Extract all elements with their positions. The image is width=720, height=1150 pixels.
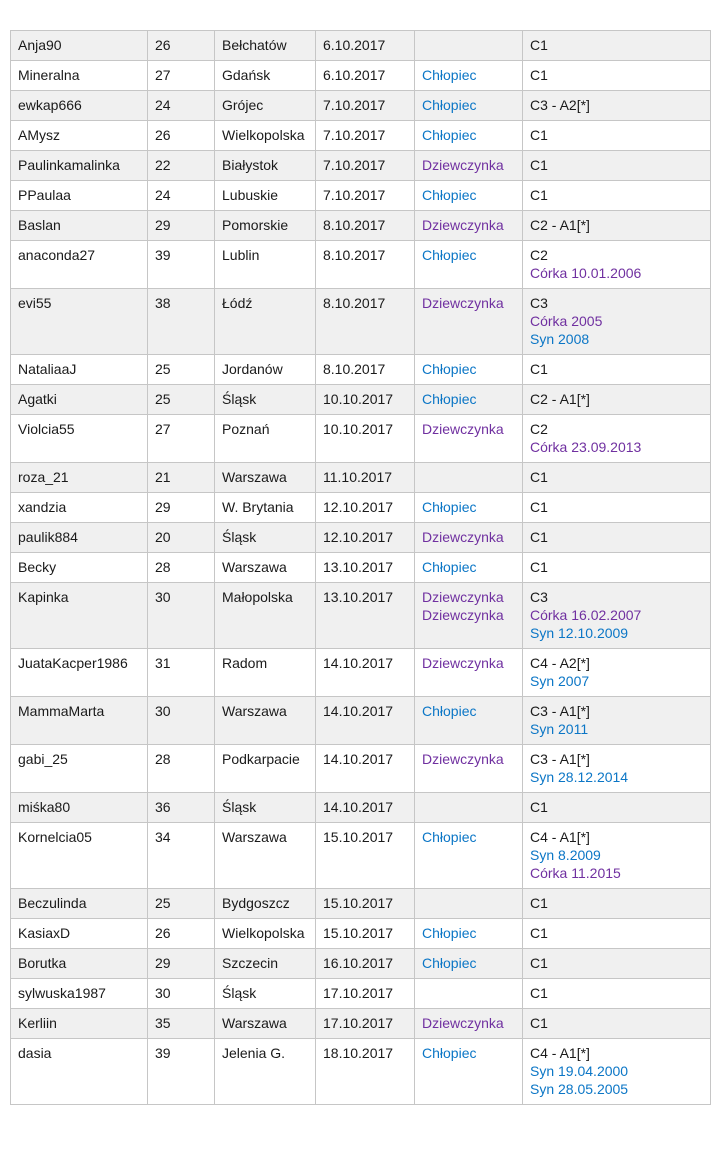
cell-date: 16.10.2017	[316, 949, 415, 979]
cell-username: KasiaxD	[11, 919, 148, 949]
gender-label: Dziewczynka	[422, 157, 504, 173]
cell-gender	[415, 493, 523, 523]
table-row	[11, 745, 711, 793]
table-row	[11, 919, 711, 949]
code-label: C1	[530, 157, 548, 173]
cell-age: 25	[148, 889, 215, 919]
cell-city: Jelenia G.	[215, 1039, 316, 1105]
code-label: C1	[530, 187, 548, 203]
gender-label: Dziewczynka	[422, 589, 504, 605]
cell-username: roza_21	[11, 463, 148, 493]
table-row	[11, 289, 711, 355]
cell-age: 29	[148, 949, 215, 979]
code-label: C4 - A1[*]	[530, 829, 590, 845]
cell-date: 10.10.2017	[316, 415, 415, 463]
gender-label: Chłopiec	[422, 829, 477, 845]
cell-username: Anja90	[11, 31, 148, 61]
cell-date: 6.10.2017	[316, 61, 415, 91]
cell-date: 15.10.2017	[316, 823, 415, 889]
code-label: C2	[530, 247, 548, 263]
cell-code	[523, 793, 711, 823]
gender-label: Dziewczynka	[422, 655, 504, 671]
cell-code	[523, 91, 711, 121]
cell-username: AMysz	[11, 121, 148, 151]
cell-username: Kapinka	[11, 583, 148, 649]
gender-label: Chłopiec	[422, 391, 477, 407]
cell-age: 26	[148, 31, 215, 61]
code-label: C2 - A1[*]	[530, 391, 590, 407]
cell-gender	[415, 121, 523, 151]
cell-code	[523, 61, 711, 91]
cell-username: Baslan	[11, 211, 148, 241]
gender-label: Chłopiec	[422, 127, 477, 143]
cell-city: Warszawa	[215, 697, 316, 745]
cell-username: Paulinkamalinka	[11, 151, 148, 181]
cell-age: 25	[148, 355, 215, 385]
gender-label: Chłopiec	[422, 187, 477, 203]
cell-city: W. Brytania	[215, 493, 316, 523]
cell-code	[523, 523, 711, 553]
cell-city: Białystok	[215, 151, 316, 181]
code-label: C3	[530, 589, 548, 605]
cell-city: Śląsk	[215, 979, 316, 1009]
table-row	[11, 385, 711, 415]
table-row	[11, 553, 711, 583]
cell-city: Poznań	[215, 415, 316, 463]
table-row	[11, 181, 711, 211]
table-row	[11, 523, 711, 553]
table-row	[11, 31, 711, 61]
gender-label: Dziewczynka	[422, 607, 504, 623]
gender-label: Chłopiec	[422, 97, 477, 113]
cell-username: Becky	[11, 553, 148, 583]
cell-city: Warszawa	[215, 553, 316, 583]
gender-label: Chłopiec	[422, 247, 477, 263]
table-row	[11, 793, 711, 823]
code-label: C1	[530, 499, 548, 515]
table-row	[11, 1009, 711, 1039]
cell-code	[523, 697, 711, 745]
cell-date: 7.10.2017	[316, 121, 415, 151]
code-label: C3 - A1[*]	[530, 703, 590, 719]
cell-username: MammaMarta	[11, 697, 148, 745]
table-row	[11, 355, 711, 385]
cell-username: xandzia	[11, 493, 148, 523]
table-row	[11, 415, 711, 463]
child-entry: Syn 2011	[530, 721, 589, 737]
cell-gender	[415, 385, 523, 415]
cell-date: 12.10.2017	[316, 523, 415, 553]
cell-date: 17.10.2017	[316, 1009, 415, 1039]
cell-age: 30	[148, 583, 215, 649]
cell-city: Małopolska	[215, 583, 316, 649]
cell-age: 28	[148, 745, 215, 793]
cell-city: Bełchatów	[215, 31, 316, 61]
cell-code	[523, 553, 711, 583]
gender-label: Dziewczynka	[422, 295, 504, 311]
table-row	[11, 889, 711, 919]
child-entry: Syn 8.2009	[530, 847, 601, 863]
cell-age: 25	[148, 385, 215, 415]
cell-age: 31	[148, 649, 215, 697]
cell-gender	[415, 1039, 523, 1105]
cell-gender	[415, 793, 523, 823]
cell-date: 8.10.2017	[316, 241, 415, 289]
cell-code	[523, 1039, 711, 1105]
cell-code	[523, 649, 711, 697]
cell-date: 13.10.2017	[316, 553, 415, 583]
gender-label: Chłopiec	[422, 499, 477, 515]
cell-date: 17.10.2017	[316, 979, 415, 1009]
cell-username: Violcia55	[11, 415, 148, 463]
cell-code	[523, 241, 711, 289]
cell-code	[523, 151, 711, 181]
cell-gender	[415, 91, 523, 121]
cell-code	[523, 823, 711, 889]
cell-age: 24	[148, 91, 215, 121]
table-row	[11, 1039, 711, 1105]
cell-city: Gdańsk	[215, 61, 316, 91]
table-row	[11, 583, 711, 649]
cell-code	[523, 979, 711, 1009]
gender-label: Dziewczynka	[422, 751, 504, 767]
cell-gender	[415, 553, 523, 583]
cell-date: 18.10.2017	[316, 1039, 415, 1105]
cell-username: evi55	[11, 289, 148, 355]
gender-label: Chłopiec	[422, 703, 477, 719]
cell-username: anaconda27	[11, 241, 148, 289]
cell-username: paulik884	[11, 523, 148, 553]
code-label: C4 - A2[*]	[530, 655, 590, 671]
cell-gender	[415, 289, 523, 355]
cell-code	[523, 949, 711, 979]
table-row	[11, 61, 711, 91]
cell-gender	[415, 583, 523, 649]
cell-username: ewkap666	[11, 91, 148, 121]
cell-age: 27	[148, 61, 215, 91]
cell-city: Lubuskie	[215, 181, 316, 211]
cell-gender	[415, 949, 523, 979]
cell-gender	[415, 649, 523, 697]
cell-username: dasia	[11, 1039, 148, 1105]
cell-age: 20	[148, 523, 215, 553]
cell-username: PPaulaa	[11, 181, 148, 211]
gender-label: Dziewczynka	[422, 529, 504, 545]
members-table	[10, 30, 711, 1105]
cell-city: Pomorskie	[215, 211, 316, 241]
cell-code	[523, 583, 711, 649]
cell-age: 39	[148, 241, 215, 289]
code-label: C1	[530, 361, 548, 377]
code-label: C1	[530, 895, 548, 911]
cell-code	[523, 385, 711, 415]
cell-date: 14.10.2017	[316, 793, 415, 823]
code-label: C2	[530, 421, 548, 437]
gender-label: Chłopiec	[422, 559, 477, 575]
cell-date: 14.10.2017	[316, 745, 415, 793]
table-row	[11, 121, 711, 151]
child-entry: Syn 28.05.2005	[530, 1081, 629, 1097]
code-label: C1	[530, 37, 548, 53]
code-label: C1	[530, 1015, 548, 1031]
cell-code	[523, 745, 711, 793]
gender-label: Dziewczynka	[422, 217, 504, 233]
cell-code	[523, 121, 711, 151]
cell-username: Beczulinda	[11, 889, 148, 919]
cell-age: 39	[148, 1039, 215, 1105]
cell-city: Radom	[215, 649, 316, 697]
code-label: C3 - A1[*]	[530, 751, 590, 767]
cell-date: 7.10.2017	[316, 181, 415, 211]
cell-age: 27	[148, 415, 215, 463]
table-row	[11, 697, 711, 745]
cell-age: 38	[148, 289, 215, 355]
cell-date: 15.10.2017	[316, 919, 415, 949]
cell-code	[523, 211, 711, 241]
cell-city: Wielkopolska	[215, 121, 316, 151]
cell-code	[523, 181, 711, 211]
cell-city: Jordanów	[215, 355, 316, 385]
table-row	[11, 979, 711, 1009]
cell-code	[523, 919, 711, 949]
table-row	[11, 241, 711, 289]
cell-age: 34	[148, 823, 215, 889]
cell-date: 8.10.2017	[316, 289, 415, 355]
table-row	[11, 949, 711, 979]
code-label: C1	[530, 925, 548, 941]
child-entry: Syn 28.12.2014	[530, 769, 629, 785]
cell-age: 29	[148, 211, 215, 241]
cell-date: 14.10.2017	[316, 649, 415, 697]
cell-gender	[415, 697, 523, 745]
cell-city: Wielkopolska	[215, 919, 316, 949]
cell-age: 24	[148, 181, 215, 211]
cell-gender	[415, 241, 523, 289]
child-entry: Syn 12.10.2009	[530, 625, 629, 641]
code-label: C1	[530, 469, 548, 485]
cell-city: Grójec	[215, 91, 316, 121]
cell-date: 7.10.2017	[316, 151, 415, 181]
cell-gender	[415, 31, 523, 61]
cell-username: gabi_25	[11, 745, 148, 793]
table-row	[11, 649, 711, 697]
cell-username: sylwuska1987	[11, 979, 148, 1009]
cell-city: Śląsk	[215, 385, 316, 415]
child-entry: Syn 19.04.2000	[530, 1063, 629, 1079]
gender-label: Dziewczynka	[422, 1015, 504, 1031]
cell-date: 12.10.2017	[316, 493, 415, 523]
cell-date: 11.10.2017	[316, 463, 415, 493]
cell-gender	[415, 463, 523, 493]
table-row	[11, 463, 711, 493]
cell-city: Warszawa	[215, 1009, 316, 1039]
code-label: C2 - A1[*]	[530, 217, 590, 233]
cell-date: 8.10.2017	[316, 355, 415, 385]
cell-age: 22	[148, 151, 215, 181]
cell-date: 7.10.2017	[316, 91, 415, 121]
cell-city: Warszawa	[215, 463, 316, 493]
child-entry: Córka 10.01.2006	[530, 265, 642, 281]
cell-city: Podkarpacie	[215, 745, 316, 793]
code-label: C1	[530, 955, 548, 971]
code-label: C3	[530, 295, 548, 311]
gender-label: Chłopiec	[422, 361, 477, 377]
cell-city: Lublin	[215, 241, 316, 289]
table-row	[11, 91, 711, 121]
cell-username: Kornelcia05	[11, 823, 148, 889]
table-row	[11, 211, 711, 241]
cell-gender	[415, 889, 523, 919]
code-label: C1	[530, 127, 548, 143]
child-entry: Córka 11.2015	[530, 865, 621, 881]
gender-label: Dziewczynka	[422, 421, 504, 437]
cell-code	[523, 463, 711, 493]
cell-code	[523, 1009, 711, 1039]
cell-age: 29	[148, 493, 215, 523]
code-label: C1	[530, 985, 548, 1001]
cell-age: 26	[148, 121, 215, 151]
cell-gender	[415, 151, 523, 181]
cell-username: Kerliin	[11, 1009, 148, 1039]
cell-gender	[415, 823, 523, 889]
child-entry: Syn 2008	[530, 331, 590, 347]
cell-age: 36	[148, 793, 215, 823]
cell-gender	[415, 1009, 523, 1039]
cell-date: 6.10.2017	[316, 31, 415, 61]
table-row	[11, 151, 711, 181]
cell-gender	[415, 181, 523, 211]
cell-code	[523, 355, 711, 385]
cell-city: Bydgoszcz	[215, 889, 316, 919]
cell-code	[523, 289, 711, 355]
cell-city: Śląsk	[215, 793, 316, 823]
cell-gender	[415, 355, 523, 385]
cell-username: NataliaaJ	[11, 355, 148, 385]
cell-code	[523, 493, 711, 523]
code-label: C1	[530, 559, 548, 575]
child-entry: Syn 2007	[530, 673, 590, 689]
cell-username: Mineralna	[11, 61, 148, 91]
gender-label: Chłopiec	[422, 955, 477, 971]
cell-gender	[415, 919, 523, 949]
gender-label: Chłopiec	[422, 1045, 477, 1061]
cell-city: Szczecin	[215, 949, 316, 979]
table-row	[11, 823, 711, 889]
cell-city: Warszawa	[215, 823, 316, 889]
cell-city: Śląsk	[215, 523, 316, 553]
table-row	[11, 493, 711, 523]
code-label: C4 - A1[*]	[530, 1045, 590, 1061]
cell-gender	[415, 415, 523, 463]
code-label: C3 - A2[*]	[530, 97, 590, 113]
cell-age: 21	[148, 463, 215, 493]
child-entry: Córka 23.09.2013	[530, 439, 642, 455]
cell-code	[523, 415, 711, 463]
child-entry: Córka 16.02.2007	[530, 607, 642, 623]
code-label: C1	[530, 529, 548, 545]
cell-code	[523, 889, 711, 919]
code-label: C1	[530, 67, 548, 83]
cell-age: 30	[148, 697, 215, 745]
cell-date: 15.10.2017	[316, 889, 415, 919]
cell-age: 28	[148, 553, 215, 583]
code-label: C1	[530, 799, 548, 815]
gender-label: Chłopiec	[422, 67, 477, 83]
cell-gender	[415, 523, 523, 553]
cell-username: Agatki	[11, 385, 148, 415]
cell-gender	[415, 979, 523, 1009]
cell-age: 30	[148, 979, 215, 1009]
cell-code	[523, 31, 711, 61]
cell-gender	[415, 211, 523, 241]
cell-age: 26	[148, 919, 215, 949]
cell-city: Łódź	[215, 289, 316, 355]
cell-date: 10.10.2017	[316, 385, 415, 415]
gender-label: Chłopiec	[422, 925, 477, 941]
cell-date: 13.10.2017	[316, 583, 415, 649]
child-entry: Córka 2005	[530, 313, 603, 329]
cell-username: miśka80	[11, 793, 148, 823]
cell-age: 35	[148, 1009, 215, 1039]
cell-username: JuataKacper1986	[11, 649, 148, 697]
cell-gender	[415, 61, 523, 91]
cell-date: 14.10.2017	[316, 697, 415, 745]
cell-gender	[415, 745, 523, 793]
cell-username: Borutka	[11, 949, 148, 979]
cell-date: 8.10.2017	[316, 211, 415, 241]
